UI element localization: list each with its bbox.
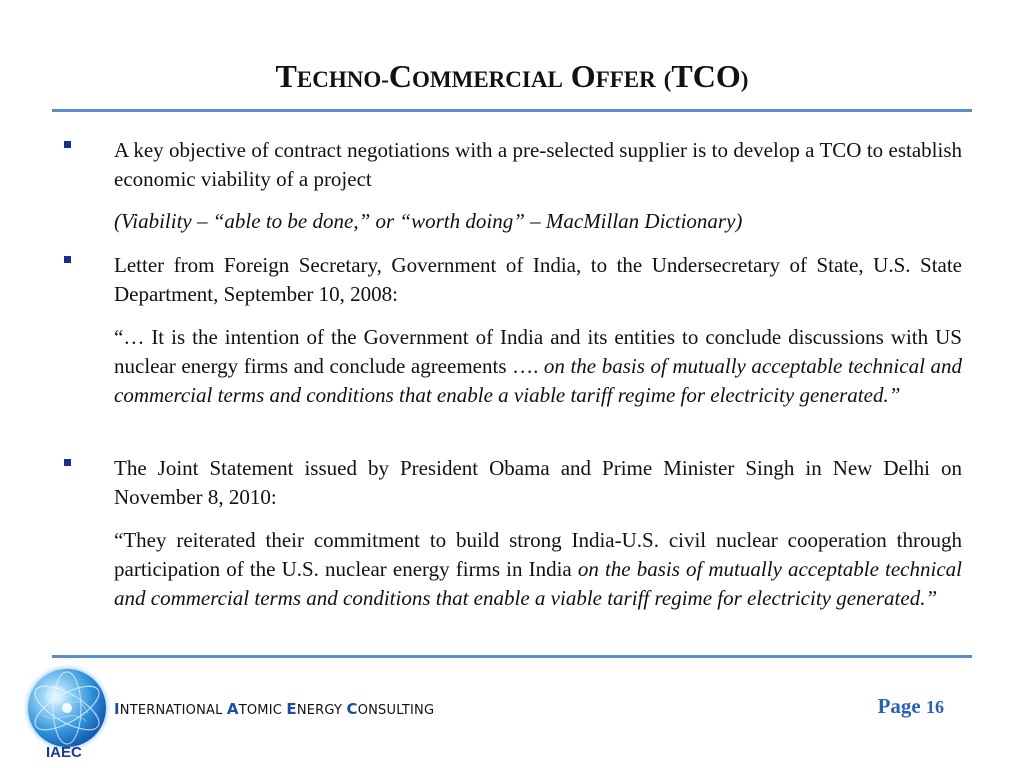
title-smallcaps: OMMERCIAL	[412, 67, 563, 92]
bullet-2-quote-italic: on the basis of mutually acceptable technical and commercial terms and conditions that enable a viable tariff regime for electricity generated.”	[114, 354, 962, 407]
page-number	[878, 694, 944, 719]
page-label: Page	[877, 694, 921, 718]
bullet-3-text: The Joint Statement issued by President Obama and Prime Minister Singh in New Delhi on November 8, 2010:	[114, 456, 962, 509]
title-letter: C	[388, 58, 413, 94]
org-word: NERGY	[296, 703, 347, 718]
bullet-1-note: (Viability – “able to be done,” or “worth doing” – MacMillan Dictionary)	[114, 209, 743, 233]
title-letter: O	[570, 58, 596, 94]
logo-label: IAEC	[46, 744, 82, 761]
bullet-2-quote	[114, 323, 962, 410]
org-word: ONSULTING	[357, 703, 435, 718]
bullet-2-text: Letter from Foreign Secretary, Government of India, to the Undersecretary of State, U.S. State Department, September 10, 2008:	[114, 253, 962, 306]
title-open-paren: (	[663, 67, 672, 92]
bullet-3-quote-italic: on the basis of mutually acceptable technical and commercial terms and conditions that enable a viable tariff regime for electricity generated.”	[114, 557, 962, 610]
globe-logo-icon	[28, 669, 106, 747]
bullet-3-quote-plain: “They reiterated their commitment to build strong India-U.S. civil nuclear cooperation through participation of the U.S. nuclear energy firms in India	[114, 528, 962, 581]
bullet-marker-icon	[64, 256, 71, 263]
title-close-paren: )	[740, 67, 749, 92]
title-dash: -	[381, 67, 389, 92]
org-word: TOMIC	[238, 703, 287, 718]
org-word: NTERNATIONAL	[119, 703, 227, 718]
organization-name	[114, 700, 434, 718]
footer-divider	[52, 655, 972, 658]
header-divider	[52, 109, 972, 112]
bullet-3-quote	[114, 526, 962, 613]
org-initial: C	[346, 700, 358, 718]
bullet-1-text: A key objective of contract negotiations with a pre-selected supplier is to develop a TCO to establish economic viability of a project	[114, 138, 962, 191]
title-smallcaps: ECHNO	[296, 67, 382, 92]
org-initial: I	[114, 700, 120, 718]
title-acronym: TCO	[671, 58, 741, 94]
bullet-marker-icon	[64, 141, 71, 148]
bullet-marker-icon	[64, 459, 71, 466]
page-number-value: 16	[926, 697, 944, 717]
slide-title	[0, 58, 1024, 98]
org-initial: E	[286, 700, 297, 718]
org-initial: A	[226, 700, 239, 718]
title-letter: T	[275, 58, 297, 94]
bullet-2-quote-plain: “… It is the intention of the Government of India and its entities to conclude discussions with US nuclear energy firms and conclude agreements ….	[114, 325, 962, 378]
title-smallcaps: FFER	[595, 67, 656, 92]
